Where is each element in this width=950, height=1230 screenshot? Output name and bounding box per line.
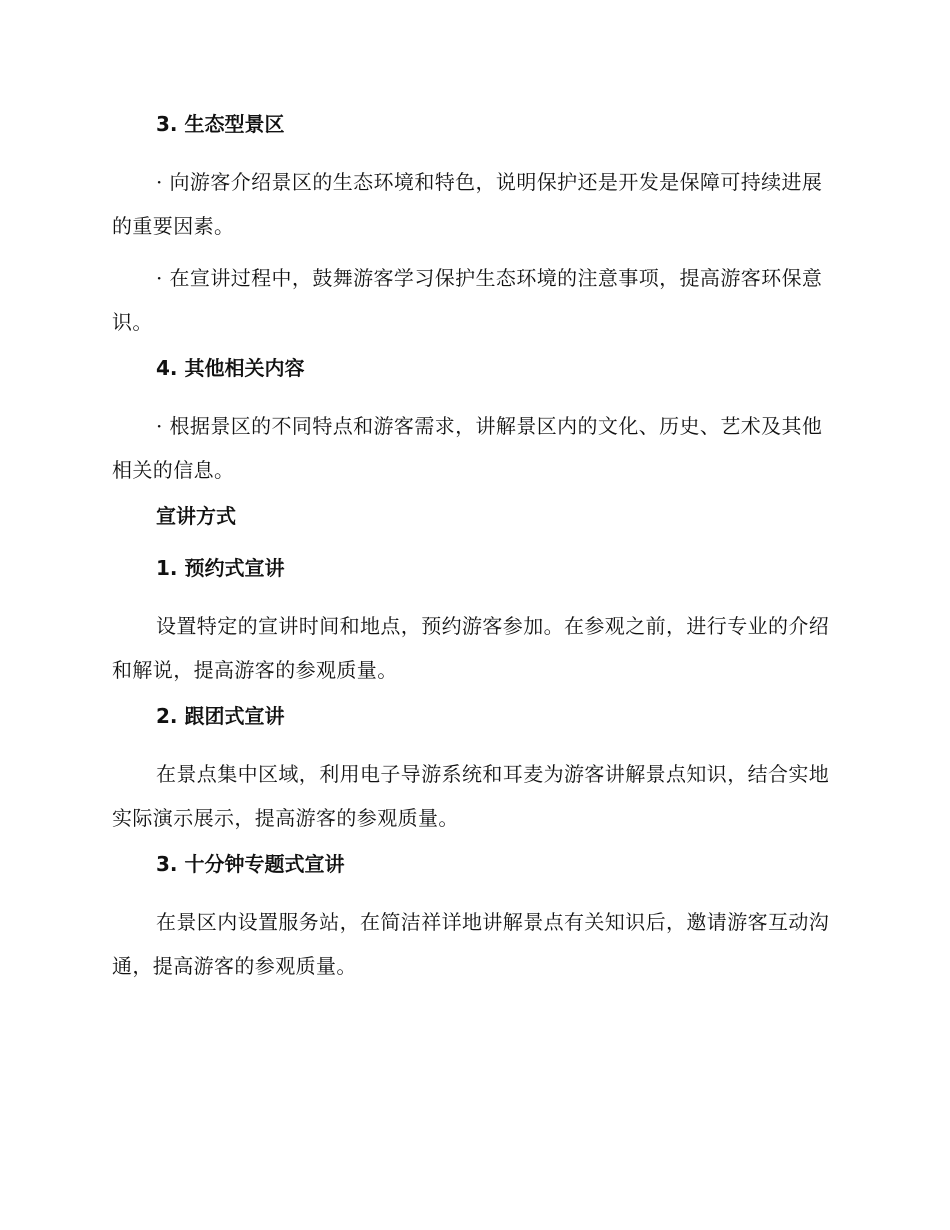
- document-body: [112, 108, 834, 996]
- section-heading-reservation: 1. 预约式宣讲: [156, 556, 285, 580]
- paragraph-ecological-2: · 在宣讲过程中，鼓舞游客学习保护生态环境的注意事项，提高游客环保意识。: [112, 266, 823, 334]
- paragraph-ecological-1: · 向游客介绍景区的生态环境和特色，说明保护还是开发是保障可持续进展的重要因素。: [112, 170, 823, 238]
- section-heading-methods: 宣讲方式: [156, 504, 236, 528]
- paragraph-ten-minute-1: 在景区内设置服务站，在简洁祥详地讲解景点有关知识后，邀请游客互动沟通，提高游客的参观质量。: [112, 910, 830, 978]
- section-heading-ten-minute: 3. 十分钟专题式宣讲: [156, 852, 345, 876]
- section-heading-ecological: 3. 生态型景区: [156, 112, 285, 136]
- section-heading-group-tour: 2. 跟团式宣讲: [156, 704, 285, 728]
- paragraph-other-1: · 根据景区的不同特点和游客需求，讲解景区内的文化、历史、艺术及其他相关的信息。: [112, 414, 823, 482]
- section-heading-other: 4. 其他相关内容: [156, 356, 305, 380]
- paragraph-reservation-1: 设置特定的宣讲时间和地点，预约游客参加。在参观之前，进行专业的介绍和解说，提高游客的参观质量。: [112, 614, 830, 682]
- paragraph-group-tour-1: 在景点集中区域，利用电子导游系统和耳麦为游客讲解景点知识，结合实地实际演示展示，提高游客的参观质量。: [112, 762, 830, 830]
